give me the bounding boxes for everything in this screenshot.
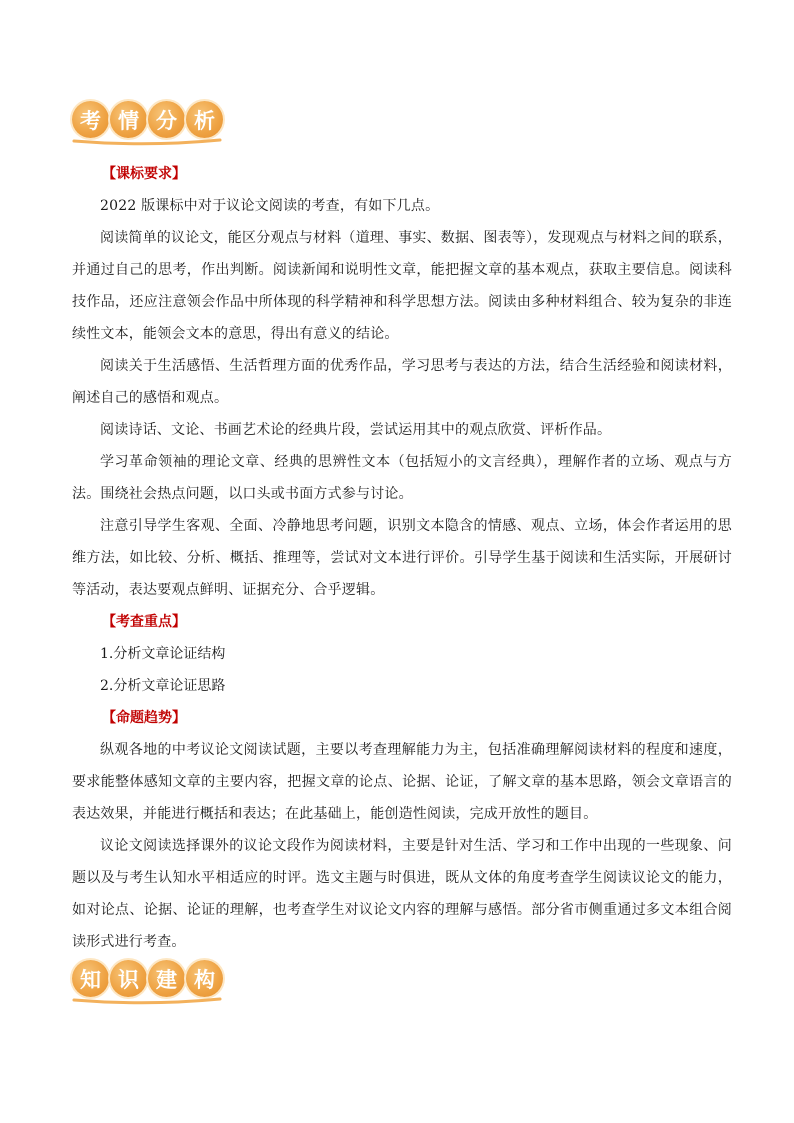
- paragraph: 议论文阅读选择课外的议论文段作为阅读材料，主要是针对生活、学习和工作中出现的一些现象、问题以及与考生认知水平相适应的时评。选文主题与时俱进，既从文体的角度考查学生阅读议论文的能力，如对论点、论据、论证的理解，也考查学生对议论文内容的理解与感悟。部分省市侧重通过多文本组合阅读形式进行考查。: [72, 838, 732, 950]
- header-badge: [72, 101, 223, 138]
- paragraph: 注意引导学生客观、全面、冷静地思考问题，识别文本隐含的情感、观点、立场，体会作者运用的思维方法，如比较、分析、概括、推理等，尝试对文本进行评价。引导学生基于阅读和生活实际，开展研讨等活动，表达要观点鲜明、证据充分、合乎逻辑。: [72, 518, 732, 598]
- section-label-trend: 【命题趋势】: [102, 710, 186, 726]
- badge-char: 建: [148, 960, 185, 997]
- section-label-focus: 【考查重点】: [102, 614, 186, 630]
- main-content: [72, 158, 732, 958]
- paragraph: 阅读关于生活感悟、生活哲理方面的优秀作品，学习思考与表达的方法，结合生活经验和阅读材料，阐述自己的感悟和观点。: [72, 358, 732, 406]
- paragraph: 学习革命领袖的理论文章、经典的思辨性文本（包括短小的文言经典），理解作者的立场、观点与方法。围绕社会热点问题，以口头或书面方式参与讨论。: [72, 454, 732, 502]
- list-item: 2.分析文章论证思路: [100, 678, 226, 694]
- badge-char: 构: [186, 960, 223, 997]
- badge-char: 析: [186, 101, 223, 138]
- badge-swoosh-icon: [72, 138, 222, 146]
- paragraph: 纵观各地的中考议论文阅读试题，主要以考查理解能力为主，包括准确理解阅读材料的程度和速度，要求能整体感知文章的主要内容，把握文章的论点、论据、论证，了解文章的基本思路，领会文章语言的表达效果，并能进行概括和表达；在此基础上，能创造性阅读，完成开放性的题目。: [72, 742, 732, 822]
- badge-char: 考: [72, 101, 109, 138]
- badge-char: 分: [148, 101, 185, 138]
- paragraph: 阅读简单的议论文，能区分观点与材料（道理、事实、数据、图表等），发现观点与材料之间的联系，并通过自己的思考，作出判断。阅读新闻和说明性文章，能把握文章的基本观点，获取主要信息。阅读科技作品，还应注意领会作品中所体现的科学精神和科学思想方法。阅读由多种材料组合、较为复杂的非连续性文本，能领会文本的意思，得出有意义的结论。: [72, 230, 732, 342]
- paragraph: 2022 版课标中对于议论文阅读的考查，有如下几点。: [100, 198, 440, 214]
- paragraph: 阅读诗话、文论、书画艺术论的经典片段，尝试运用其中的观点欣赏、评析作品。: [100, 422, 612, 438]
- list-item: 1.分析文章论证结构: [100, 646, 226, 662]
- badge-char: 情: [110, 101, 147, 138]
- footer-badge: [72, 960, 223, 997]
- badge-char: 知: [72, 960, 109, 997]
- section-label-curriculum: 【课标要求】: [102, 166, 186, 182]
- badge-swoosh-icon: [72, 997, 222, 1005]
- badge-char: 识: [110, 960, 147, 997]
